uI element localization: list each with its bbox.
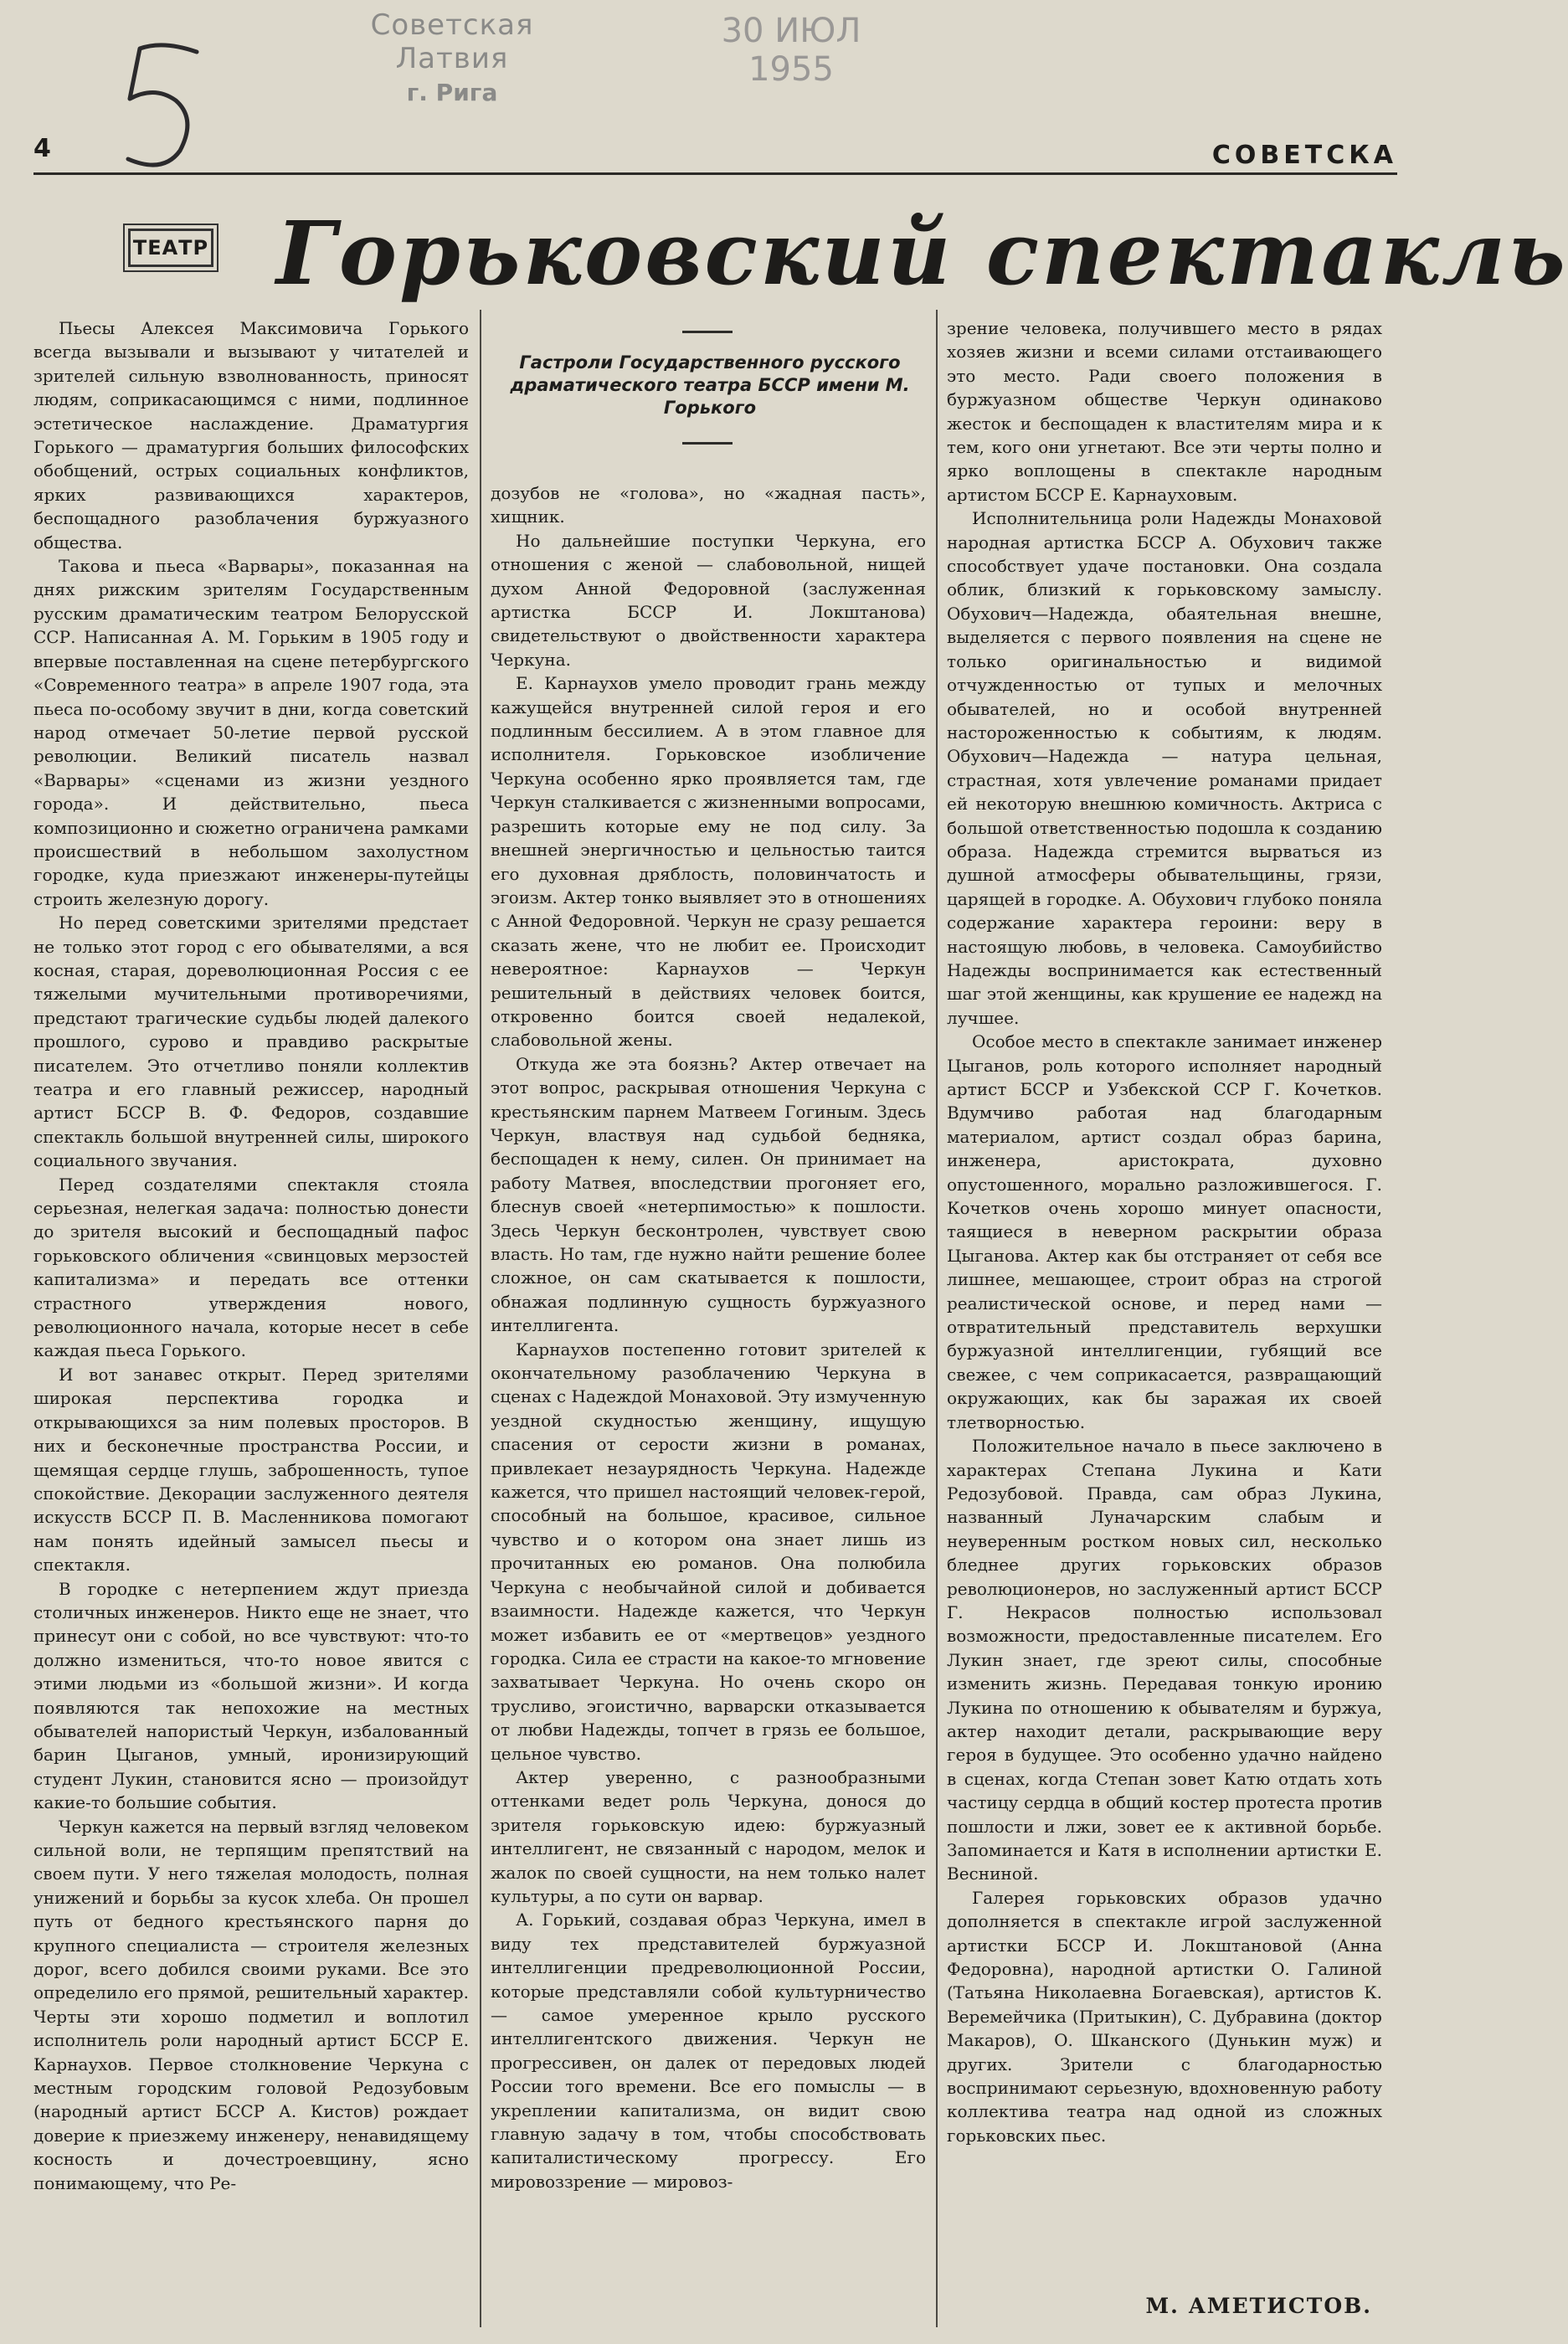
section-label: ТЕАТР	[128, 229, 213, 267]
article-column-3	[947, 316, 1382, 2284]
page-number: 4	[33, 134, 51, 163]
paragraph: Черкун кажется на первый взгляд человеком сильной воли, не терпящим препятствий на своем пути. У него тяжелая молодость, полная унижений и борьбы за кусок хлеба. Он прошел путь от бедного крестьянского парня до крупного специалиста — строителя железных дорог, всего добился своими руками. Все это определило его прямой, решительный характер. Черты эти хорошо подметил и воплотил исполнитель роли народный артист БССР Е. Карнаухов. Первое столкновение Черкуна с местным городским головой Редозубовым (народный артист БССР А. Кистов) рождает доверие к приезжему инженеру, ненавидящему косность и дочестроевщину, ясно понимающему, что Ре-	[33, 1816, 469, 2193]
paragraph: Такова и пьеса «Варвары», показанная на днях рижским зрителям Государственным русским драматическим театром Белорусской ССР. Написанная А. М. Горьким в 1905 году и впервые поставленная на сцене петербургского «Современного театра» в апреле 1907 года, эта пьеса по-особому звучит в дни, когда советский народ отмечает 50-летие первой русской революции. Великий писатель назвал «Варвары» «сценами из жизни уездного города». И действительно, пьеса композиционно и сюжетно ограничена рамками происшествий в небольшом захолустном городке, куда приезжают инженеры-путейцы строить железную дорогу.	[33, 556, 469, 909]
clipping-stamp	[314, 8, 861, 106]
paragraph: Галерея горьковских образов удачно дополняется в спектакле игрой заслуженной артистки БССР И. Локштановой (Анна Федоровна), народной артистки О. Галиной (Татьяна Николаевна Богаевская), артистов К. Веремейчика (Притыкин), С. Дубравина (доктор Макаров), О. Шканского (Дунькин муж) и других. Зрители с благодарностью воспринимают серьезную, вдохновенную работу коллектива театра над одной из сложных горьковских пьес.	[947, 1887, 1382, 2146]
stamp-paper-name: Советская Латвия	[370, 8, 534, 75]
paragraph: зрение человека, получившего место в рядах хозяев жизни и всеми силами отстаивающего это место. Ради своего положения в буржуазном обществе Черкун одинаково жесток и беспощаден к властителям мира и к тем, кого они угнетают. Все эти черты полно и ярко воплощены в спектакле народным артистом БССР Е. Карнауховым.	[947, 318, 1382, 505]
article-title: Горьковский спектакль	[276, 202, 1568, 305]
stamp-city: г. Рига	[406, 79, 498, 106]
paragraph: Перед создателями спектакля стояла серьезная, нелегкая задача: полностью донести до зрителя высокий и беспощадный пафос горьковского обличения «свинцовых мерзостей капитализма» и передать все оттенки страстного утверждения нового, революционного начала, которые несет в себе каждая пьеса Горького.	[33, 1174, 469, 1361]
paragraph: Положительное начало в пьесе заключено в характерах Степана Лукина и Кати Редозубовой. Правда, сам образ Лукина, названный Луначарским слабым и неуверенным ростком новых сил, несколько бледнее других горьковских образов революционеров, но заслуженный артист БССР Г. Некрасов полностью использовал возможности, предоставленные писателем. Его Лукин знает, где зреют силы, способные изменить жизнь. Передавая тонкую иронию Лукина по отношению к обывателям и буржуа, актер находит детали, раскрывающие веру героя в будущее. Это особенно удачно найдено в сценах, когда Степан зовет Катю отдать хоть частицу сердца в общий костер протеста против пошлости и лжи, зовет ее к активной борьбе. Запоминается и Катя в исполнении артистки Е. Весниной.	[947, 1436, 1382, 1884]
handwritten-number	[96, 33, 213, 176]
header-rule	[33, 172, 1397, 175]
subtitle-rule-top	[682, 331, 733, 333]
article-column-1	[33, 316, 469, 2326]
column-divider-2	[936, 310, 938, 2327]
stamp-date: 30 ИЮЛ 1955	[721, 12, 861, 89]
paragraph: Актер уверенно, с разнообразными оттенками ведет роль Черкуна, донося до зрителя горьковскую идею: буржуазный интеллигент, не связанный с народом, мелок и жалок по своей сущности, на нем только налет культуры, а по сути он варвар.	[491, 1766, 926, 1906]
paragraph: Исполнительница роли Надежды Монаховой народная артистка БССР А. Обухович также способствует удаче постановки. Она создала облик, близкий к горьковскому замыслу. Обухович—Надежда, обаятельная внешне, выделяется с первого появления на сцене не только оригинальностью и видимой отчужденностью от тупых и мелочных обывателей, но и особой внутренней настороженностью к событиям, к людям. Обухович—Надежда — натура цельная, страстная, хотя увлечение романами придает ей некоторую внешнюю комичность. Актриса с большой ответственностью подошла к созданию образа. Надежда стремится вырваться из душной атмосферы обывательщины, грязи, царящей в городке. А. Обухович глубоко поняла содержание характера героини: веру в настоящую любовь, в человека. Самоубийство Надежды воспринимается как естественный шаг этой женщины, как крушение ее надежд на лучшее.	[947, 508, 1382, 1028]
paragraph: В городке с нетерпением ждут приезда столичных инженеров. Никто еще не знает, что принесут они с собой, но все чувствуют: что-то должно измениться, что-то новое явится с этими людьми из «большой жизни». И когда появляются так непохожие на местных обывателей напористый Черкун, избалованный барин Цыганов, умный, иронизирующий студент Лукин, становится ясно — произойдут какие-то большие события.	[33, 1578, 469, 1813]
paragraph: дозубов не «голова», но «жадная пасть», хищник.	[491, 483, 926, 527]
paragraph: Пьесы Алексея Максимовича Горького всегда вызывали и вызывают у читателей и зрителей сильную взволнованность, приносят людям, соприкасающимся с ними, подлинное эстетическое наслаждение. Драматургия Горького — драматургия больших философских обобщений, острых социальных конфликтов, ярких развивающихся характеров, беспощадного разоблачения буржуазного общества.	[33, 318, 469, 553]
paragraph: А. Горький, создавая образ Черкуна, имел в виду тех представителей буржуазной интеллигенции предреволюционной России, которые представляли собой культурничество — самое умеренное крыло русского интеллигентского движения. Черкун не прогрессивен, он далек от передовых людей России того времени. Все его помыслы — в укреплении капитализма, он видит свою главную задачу в том, чтобы способствовать капиталистическому прогрессу. Его мировоззрение — мировоз-	[491, 1910, 926, 2192]
paragraph: Но дальнейшие поступки Черкуна, его отношения с женой — слабовольной, нищей духом Анной Федоровной (заслуженная артистка БССР И. Локштанова) свидетельствуют о двойственности характера Черкуна.	[491, 530, 926, 670]
paragraph: Е. Карнаухов умело проводит грань между кажущейся внутренней силой героя и его подлинным бессилием. А в этом главное для исполнителя. Горьковское изобличение Черкуна особенно ярко проявляется там, где Черкун сталкивается с жизненными вопросами, разрешить которые ему не под силу. За внешней энергичностью и цельностью таится его духовная дряблость, половинчатость и эгоизм. Актер тонко выявляет это в отношениях с Анной Федоровной. Черкун не сразу решается сказать жене, что не любит ее. Происходит невероятное: Карнаухов — Черкун решительный в действиях человек боится, откровенно боится своей недалекой, слабовольной жены.	[491, 673, 926, 1051]
running-head: СОВЕТСКА	[1211, 141, 1397, 170]
paragraph: Откуда же эта боязнь? Актер отвечает на этот вопрос, раскрывая отношения Черкуна с крестьянским парнем Матвеем Гогиным. Здесь Черкун, властвуя над судьбой бедняка, беспощаден к нему, силен. Он принимает на работу Матвея, впоследствии прогоняет его, блеснув своей «нетерпимостью» к пошлости. Здесь Черкун бесконтролен, чувствует свою власть. Но там, где нужно найти решение более сложное, он сам скатывается к пошлости, обнажая подлинную сущность буржуазного интеллигента.	[491, 1053, 926, 1336]
column-divider-1	[480, 310, 481, 2327]
article-column-2	[491, 481, 926, 2327]
paragraph: Особое место в спектакле занимает инженер Цыганов, роль которого исполняет народный артист БССР и Узбекской ССР Г. Кочетков. Вдумчиво работая над благодарным материалом, артист создал образ барина, инженера, аристократа, духовно опустошенного, морально разложившегося. Г. Кочетков очень хорошо минует опасности, таящиеся в неверном раскрытии образа Цыганова. Актер как бы отстраняет от себя все лишнее, мешающее, строит образ на строгой реалистической основе, и перед нами — отвратительный представитель верхушки буржуазной интеллигенции, губящий все свежее, с чем соприкасается, развращающий окружающих, как бы заражая их своей тлетворностью.	[947, 1031, 1382, 1432]
paragraph: И вот занавес открыт. Перед зрителями широкая перспектива городка и открывающихся за ним полевых просторов. В них и бесконечные пространства России, и щемящая сердце глушь, заброшенность, тупое спокойствие. Декорации заслуженного деятеля искусств БССР П. В. Масленникова помогают нам понять идейный замысел пьесы и спектакля.	[33, 1364, 469, 1576]
paragraph: Карнаухов постепенно готовит зрителей к окончательному разоблачению Черкуна в сценах с Надеждой Монаховой. Эту измученную уездной скудностью женщину, ищущую спасения от серости жизни в романах, привлекает незаурядность Черкуна. Надежде кажется, что пришел настоящий человек-герой, способный на большое, красивое, сильное чувство и о котором она знает лишь из прочитанных ею романов. Она полюбила Черкуна с необычайной силой и добивается взаимности. Надежде кажется, что Черкун может избавить ее от «мертвецов» уездного городка. Сила ее страсти на какое-то мгновение захватывает Черкуна. Но очень скоро он трусливо, эгоистично, варварски отказывается от любви Надежды, топчет в грязь ее большое, цельное чувство.	[491, 1339, 926, 1764]
article-subtitle: Гастроли Государственного русского драматического театра БССР имени М. Горького	[510, 352, 910, 418]
author-signature: М. АМЕТИСТОВ.	[1145, 2294, 1372, 2318]
paragraph: Но перед советскими зрителями предстает не только этот город с его обывателями, а вся косная, старая, дореволюционная Россия с ее тяжелыми мучительными противоречиями, предстают трагические судьбы людей далекого прошлого, сурово и правдиво раскрытые писателем. Это отчетливо поняли коллектив театра и его главный режиссер, народный артист БССР В. Ф. Федоров, создавшие спектакль большой внутренней силы, широкого социального звучания.	[33, 912, 469, 1171]
subtitle-rule-bottom	[682, 442, 733, 445]
